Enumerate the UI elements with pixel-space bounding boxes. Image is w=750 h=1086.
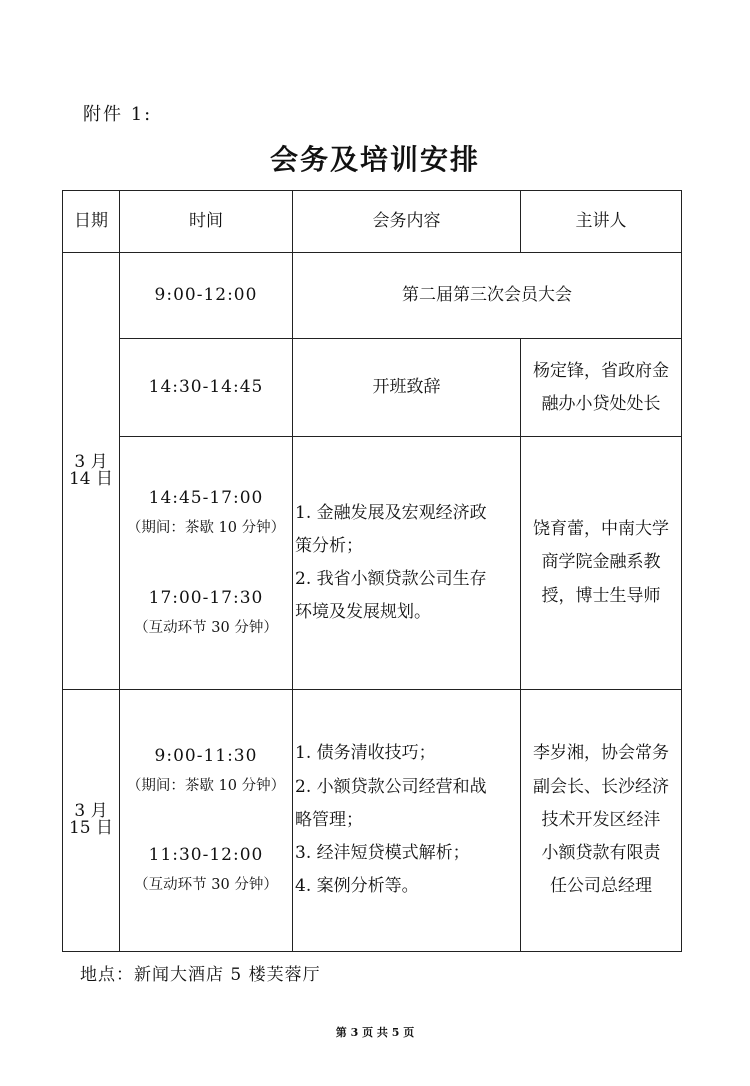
session-note: （互动环节 30 分钟） (134, 619, 278, 636)
header-content: 会务内容 (293, 191, 521, 253)
header-time: 时间 (120, 191, 293, 253)
date-month: 3 月 (74, 801, 108, 822)
session-time: 14:45-17:00 (148, 488, 264, 509)
speaker-line: 融办小贷处处长 (541, 393, 661, 414)
content-line: 1. 债务清收技巧； (295, 743, 436, 764)
content-cell: 第二届第三次会员大会 (293, 253, 682, 339)
speaker-line: 任公司总经理 (550, 876, 652, 897)
speaker-line: 小额贷款有限责 (541, 842, 661, 863)
content-line: 4. 案例分析等。 (295, 876, 419, 897)
speaker-line: 授，博士生导师 (541, 585, 661, 606)
content-line: 1. 金融发展及宏观经济政 (295, 502, 487, 523)
speaker-cell (521, 437, 682, 689)
table-row (63, 253, 682, 339)
attachment-label: 附件 1: (83, 104, 153, 125)
time-cell (120, 689, 293, 951)
time-cell: 9:00-12:00 (120, 253, 293, 339)
speaker-line: 商学院金融系教 (541, 552, 661, 573)
session-note: （期间：茶歇 10 分钟） (126, 777, 286, 794)
content-cell: 开班致辞 (293, 339, 521, 437)
date-day: 15 日 (68, 818, 114, 839)
session-note: （互动环节 30 分钟） (134, 877, 278, 894)
date-day: 14 日 (68, 468, 114, 489)
date-cell-day2 (63, 689, 120, 951)
session-time: 9:00-11:30 (154, 745, 258, 766)
session-note: （期间：茶歇 10 分钟） (126, 520, 286, 537)
speaker-cell (521, 339, 682, 437)
content-line: 策分析； (295, 535, 363, 556)
speaker-line: 杨定锋，省政府金 (533, 360, 669, 381)
content-line: 2. 小额贷款公司经营和战 (295, 776, 487, 797)
session-time: 17:00-17:30 (148, 587, 264, 608)
content-line: 2. 我省小额贷款公司生存 (295, 568, 487, 589)
session-time: 11:30-12:00 (148, 845, 264, 866)
content-cell (293, 689, 521, 951)
table-row (63, 339, 682, 437)
speaker-line: 副会长、长沙经济 (533, 776, 669, 797)
table-row (63, 437, 682, 689)
page-footer: 第 3 页 共 5 页 (335, 1026, 415, 1039)
header-row (63, 191, 682, 253)
speaker-cell (521, 689, 682, 951)
location-note: 地点：新闻大酒店 5 楼芙蓉厅 (80, 965, 321, 985)
date-cell-day1 (63, 253, 120, 690)
time-cell (120, 437, 293, 689)
content-line: 略管理； (295, 809, 363, 830)
content-line: 环境及发展规划。 (295, 602, 431, 623)
date-month: 3 月 (74, 451, 108, 472)
speaker-line: 技术开发区经沣 (541, 809, 661, 830)
speaker-line: 饶育蕾，中南大学 (533, 519, 669, 540)
schedule-table (62, 190, 682, 952)
content-cell (293, 437, 521, 689)
time-cell: 14:30-14:45 (120, 339, 293, 437)
content-line: 3. 经沣短贷模式解析； (295, 842, 470, 863)
table-row (63, 689, 682, 951)
header-speaker: 主讲人 (521, 191, 682, 253)
speaker-line: 李岁湘，协会常务 (533, 743, 669, 764)
header-date: 日期 (63, 191, 120, 253)
document-title: 会务及培训安排 (269, 143, 480, 176)
